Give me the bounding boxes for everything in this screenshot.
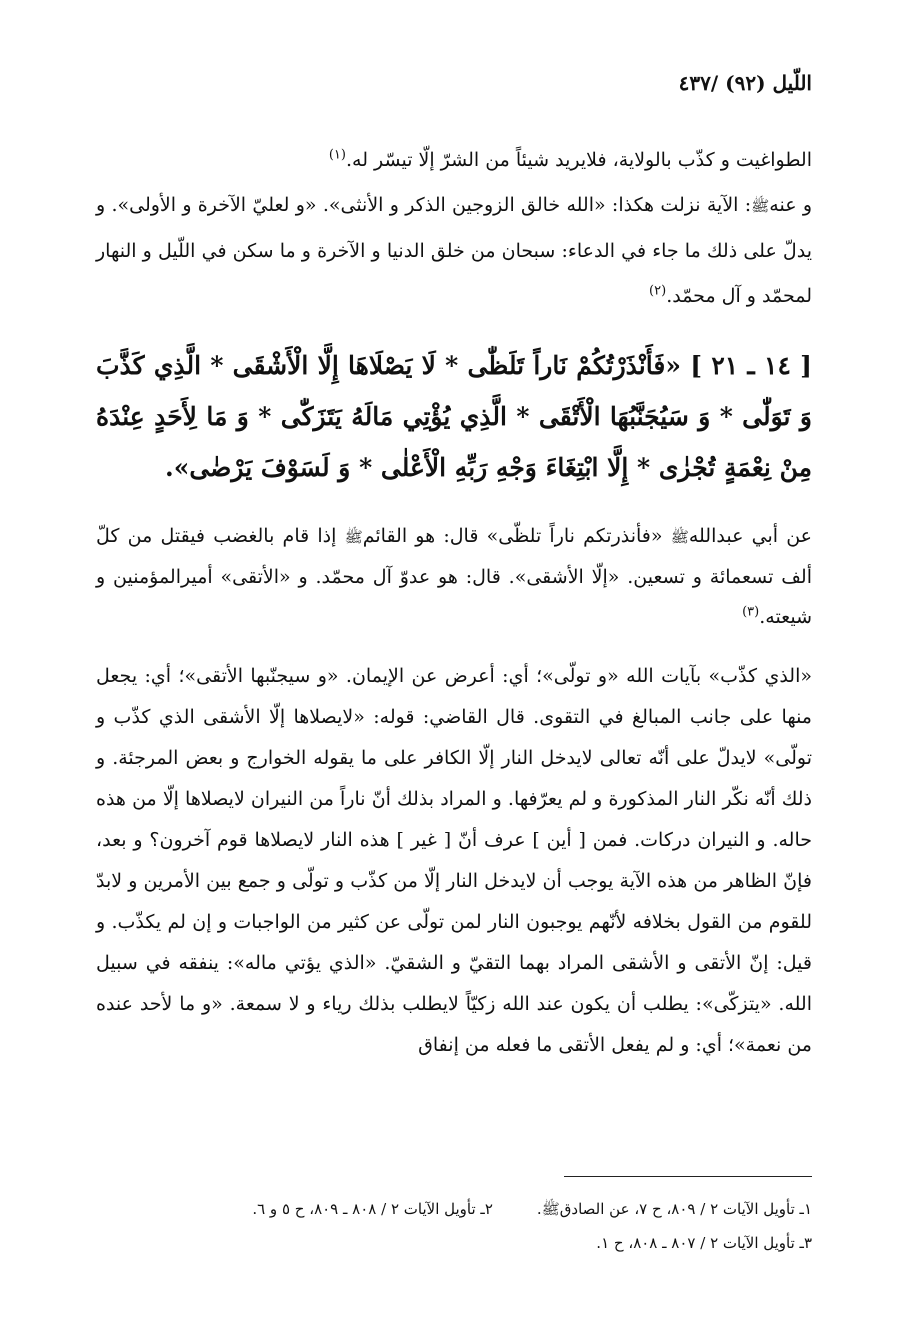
footnote-1 <box>537 1192 812 1226</box>
paragraph: «الذي كذّب» بآيات الله «و تولّى»؛ أي: أعرض عن الإيمان. «و سيجنّبها الأتقى»؛ أي: يجعل منها على جانب المبالغ في التقوى. قال القاضي: قوله: «لايصلاها إلّا الأشقى الذي كذّب و تولّى» لايدلّ على أنّه تعالى لايدخل النار إلّا الكافر على ما يقوله الخوارج و بعض المرجئة. و ذلك أنّه نكّر النار المذكورة و لم يعرّفها. و المراد بذلك أنّ ناراً من النيران لايصلاها إلّا من هذه حاله. و النيران دركات. فمن [ أين ] عرف أنّ [ غير ] هذه النار لايصلاها قوم آخرون؟ و بعد، فإنّ الظاهر من هذه الآية يوجب أن لايدخل النار إلّا من كذّب و تولّى و جمع بين الأمرين و لابدّ للقوم من القول بخلافه لأنّهم يوجبون النار لمن تولّى عن كثير من الواجبات و إن لم يكذّب. و قيل: إنّ الأتقى و الأشقى المراد بهما التقيّ و الشقيّ. «الذي يؤتي ماله»: ينفقه في سبيل الله. «يتزكّى»: يطلب أن يكون عند الله زكيّاً لايطلب بذلك رياء و لا سمعة. «و ما لأحد عنده من نعمة»؛ أي: و لم يفعل الأتقى ما فعله من إنفاق <box>96 665 812 1056</box>
verse-text: «فَأَنْذَرْتُكُمْ نَاراً تَلَظّٰى * لَا يَصْلَاهَا إِلَّا الْأَشْقَى * الَّذِي كَذَّبَ وَ تَوَلّٰى * وَ سَيُجَنَّبُهَا الْأَتْقَى * الَّذِي يُؤْتِي مَالَهُ يَتَزَكّٰى * وَ مَا لِأَحَدٍ عِنْدَهُ مِنْ نِعْمَةٍ تُجْزٰى * إِلَّا ابْتِغَاءَ وَجْهِ رَبِّهِ الْأَعْلٰى * وَ لَسَوْفَ يَرْضٰى». <box>96 351 812 482</box>
paragraph-text: و عنه <box>769 194 812 216</box>
footnote-3: ٣ـ تأويل الآيات ٢ / ٨٠٧ ـ ٨٠٨، ح ١. <box>596 1234 812 1252</box>
paragraph <box>96 138 812 183</box>
footnote-text: ١ـ تأويل الآيات ٢ / ٨٠٩، ح ٧، عن الصادق <box>559 1200 812 1218</box>
verse-reference: [ ١٤ ـ ٢١ ] <box>690 351 812 380</box>
honorific-glyph: ﷺ <box>541 1200 560 1218</box>
footnote-marker: (١) <box>328 147 346 163</box>
verse-paragraph <box>96 340 812 493</box>
paragraph-text: «فأنذرتكم ناراً تلظّى» قال: هو القائم <box>362 525 671 547</box>
paragraph-text: إذا قام بالغضب فيقتل من كلّ ألف تسعمائة و تسعين. «إلّا الأشقى». قال: هو عدوّ آل محمّد. و «الأتقى» أميرالمؤمنين و شيعته. <box>96 525 812 628</box>
paragraph-text: : الآية نزلت هكذا: «الله خالق الزوجين الذكر و الأنثى». «و لعليّ الآخرة و الأولى». و يدلّ على ذلك ما جاء في الدعاء: سبحان من خلق الدنيا و الآخرة و ما سكن في اللّيل و النهار لمحمّد و آل محمّد. <box>96 194 812 307</box>
footnote-marker: (٢) <box>649 283 667 299</box>
running-head: اللّيل (٩٢) /٤٣٧ <box>678 71 812 95</box>
footnotes <box>96 1192 812 1260</box>
paragraph <box>96 183 812 319</box>
footnote-row <box>96 1192 812 1226</box>
commentary-block-1 <box>96 138 812 319</box>
paragraph <box>96 516 812 637</box>
footnote-marker: (٣) <box>742 604 760 620</box>
footnote-text: . <box>536 1200 542 1218</box>
paragraph-text: عن أبي عبدالله <box>688 525 813 547</box>
footnote-divider <box>564 1176 812 1177</box>
honorific-glyph: ﷺ <box>670 528 689 546</box>
commentary-block-3 <box>96 656 812 1066</box>
honorific-glyph: ﷺ <box>344 528 363 546</box>
commentary-block-2 <box>96 516 812 637</box>
paragraph-text: الطواغيت و كذّب بالولاية، فلايريد شيئاً من الشرّ إلّا تيسّر له. <box>345 149 812 171</box>
footnote-2: ٢ـ تأويل الآيات ٢ / ٨٠٨ ـ ٨٠٩، ح ٥ و ٦. <box>252 1200 493 1218</box>
quran-verses <box>96 340 812 493</box>
honorific-glyph: ﷺ <box>751 197 770 215</box>
footnote-row <box>96 1226 812 1260</box>
